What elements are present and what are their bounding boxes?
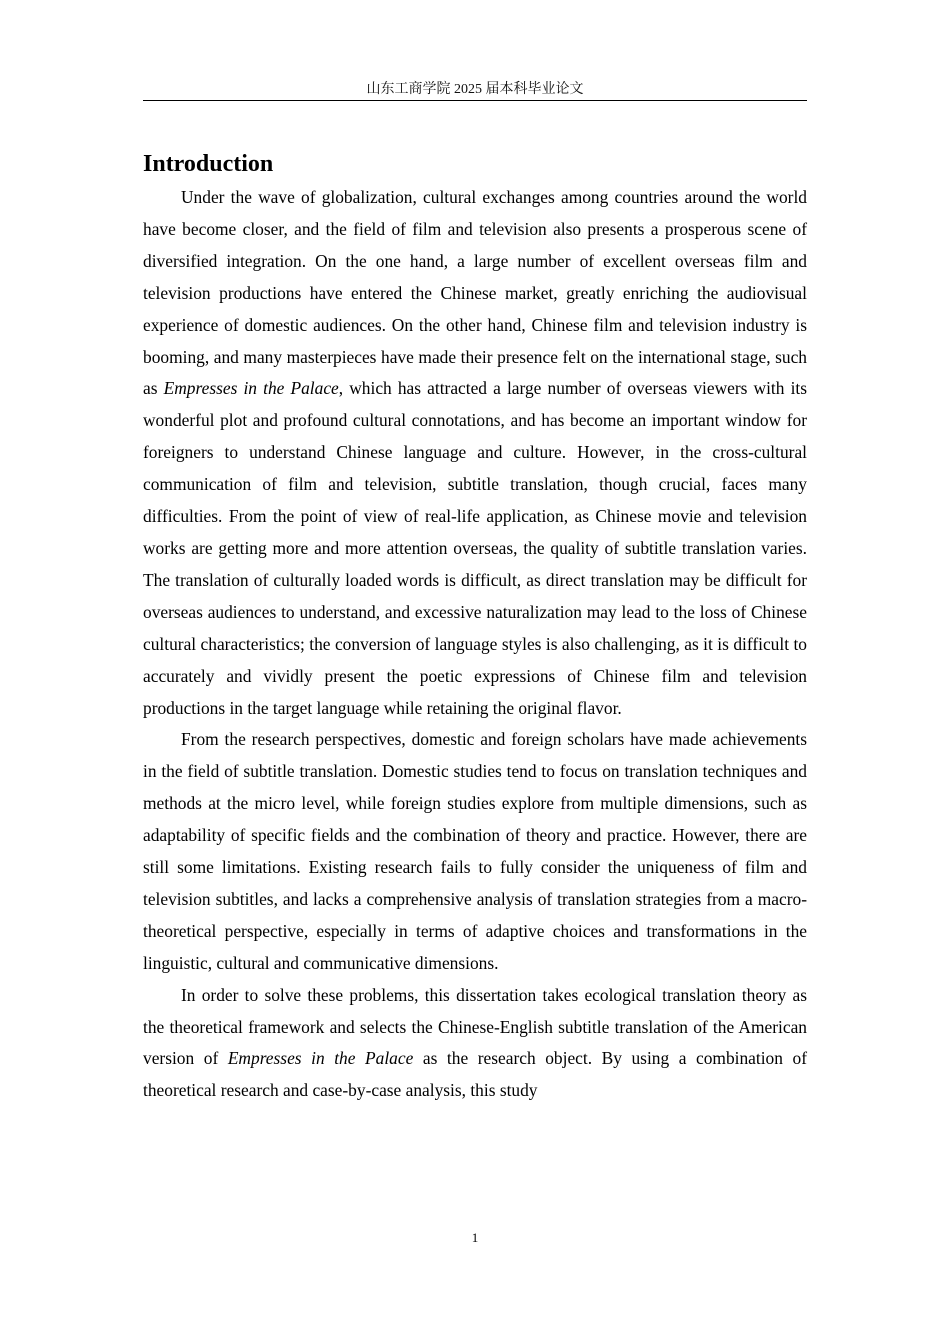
section-heading: Introduction <box>143 151 274 177</box>
paragraph-3-drama-title: Empresses in the Palace <box>227 1048 414 1069</box>
paragraph-1-text-start: Under the wave of globalization, cultural exchanges among countries around the world have become closer, and the field of film and television also presents a prosperous scene of diversified integration. On the one hand, a large number of excellent overseas film and television productions have entered the Chinese market, greatly enriching the audiovisual experience of domestic audiences. On the other hand, Chinese film and television industry is booming, and many masterpieces have made their presence felt on the international stage, such as <box>143 187 807 399</box>
page-number: 1 <box>471 1230 479 1245</box>
paragraph-1-drama-title: Empresses in the Palace <box>163 378 339 399</box>
paragraph-1 <box>143 182 807 724</box>
paragraph-3-text-start: In order to solve these problems, this dissertation takes ecological translation theory as the theoretical framework and selects the Chinese-English subtitle translation of the American version of <box>143 984 807 1069</box>
main-content <box>143 146 807 1107</box>
paragraph-2: From the research perspectives, domestic and foreign scholars have made achievements in the field of subtitle translation. Domestic studies tend to focus on translation techniques and methods at the micro level, while foreign studies explore from multiple dimensions, such as adaptability of specific fields and the combination of theory and practice. However, there are still some limitations. Existing research fails to fully consider the uniqueness of film and television subtitles, and lacks a comprehensive analysis of translation strategies from a macro-theoretical perspective, especially in terms of adaptive choices and transformations in the linguistic, cultural and communicative dimensions. <box>143 729 807 973</box>
paragraph-3 <box>143 980 807 1108</box>
header-rule <box>143 100 807 101</box>
paragraph-1-text-end: , which has attracted a large number of overseas viewers with its wonderful plot and profound cultural connotations, and has become an important window for foreigners to understand Chinese language and culture. However, in the cross-cultural communication of film and television, subtitle translation, though crucial, faces many difficulties. From the point of view of real-life application, as Chinese movie and television works are getting more and more attention overseas, the quality of subtitle translation varies. The translation of culturally loaded words is difficult, as direct translation may be difficult for overseas audiences to understand, and excessive naturalization may lead to the loss of Chinese cultural characteristics; the conversion of language styles is also challenging, as it is difficult to accurately and vividly present the poetic expressions of Chinese film and television productions in the target language while retaining the original flavor. <box>143 378 807 718</box>
paragraph-3-text-end: as the research object. By using a combination of theoretical research and case-by-case analysis, this study <box>143 1048 807 1101</box>
running-header: 山东工商学院 2025 届本科毕业论文 <box>366 82 584 97</box>
